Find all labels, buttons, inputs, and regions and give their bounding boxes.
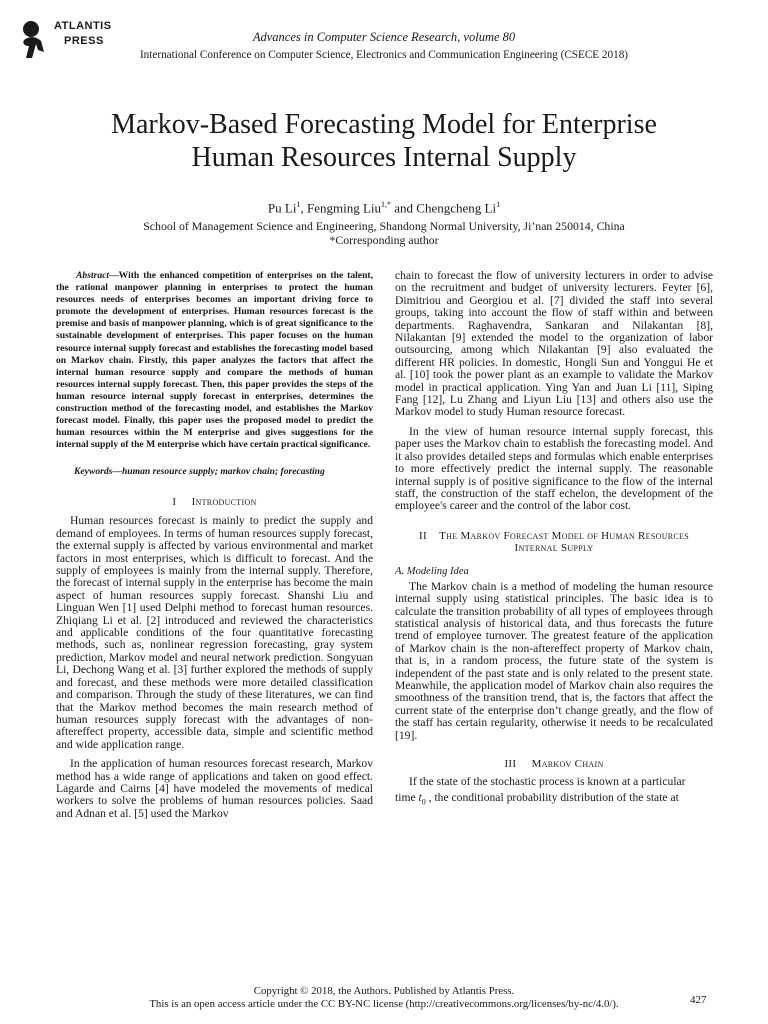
logo-text-atlantis: ATLANTIS <box>54 20 112 32</box>
logo-text-press: PRESS <box>64 35 104 47</box>
section-heading-markov-model <box>395 530 713 554</box>
journal-title: Advances in Computer Science Research, volume 80 <box>252 30 516 44</box>
abstract <box>56 270 373 451</box>
author-2-affil: 1,* <box>381 200 391 209</box>
author-1-affil: 1 <box>296 200 301 209</box>
section-heading-markov-chain <box>395 758 713 770</box>
keywords: Keywords—human resource supply; markov chain; forecasting <box>74 466 325 478</box>
section-number: III <box>504 758 517 770</box>
paragraph: If the state of the stochastic process is known at a particular <box>409 775 686 788</box>
paragraph: In the view of human resource internal supply forecast, this paper uses the Markov chain to establish the forecasting model. And it also provides detailed steps and formulas which enable enterprises to more effectively predict the internal supply. The reasonable internal supply is of positive significance to the flow of the internal staff, the construction of the staff echelon, the development of the employee's career and the control of the labor cost. <box>395 424 713 513</box>
author-2: , Fengming Liu <box>300 200 381 216</box>
math-t: t <box>418 791 422 805</box>
paragraph-continued: chain to forecast the flow of university lecturers in order to advise on the recruitment and budget of university lecturers. Feyter [6], Dimitriou and Georgiou et al. [7] divided the staff into several groups, taking into account the flow of staff within and between departments. Raghavendra, Sankaran and Nilakantan [8], Nilakantan [9] extended the model to the organization of labor outsourcing, among which Nilakantan [9] also evaluated the different HR policies. In domestic, Hongli Sun and Yonggui He et al. [10] took the power plant as an example to validate the Markov model in practical application. Ying Yan and Juan Li [11], Siping Fang [12], Lu Zhang and Liyun Liu [13] and others also use the Markov model to study Human resource forecast. <box>395 269 713 419</box>
paragraph: Human resources forecast is mainly to predict the supply and demand of employees. In terms of human resources supply forecast, the external supply is affected by various environmental and market factors in most enterprises, which is difficult to forecast. And the supply of employees is mainly from the internal supply. Therefore, the forecast of internal supply in the enterprise has become the main aspect of human resources supply forecast. Shanshi Liu and Linguan Wen [1] used Delphi method to forecast human resources. Zhiqiang Li et al. [2] introduced and reviewed the characteristics and applicable conditions of the four quantitative forecasting methods, such as, nonlinear regression forecasting, gray system prediction, Markov model and neural network prediction. Songyuan Li, Dechong Wang et al. [3] further explored the methods of supply and forecast, and these methods were more detailed classification and comparison. Through the study of these literatures, we can find that the Markov method becomes the main research method of human resources supply forecast with the advantages of non-aftereffect property, accessible data, simple and scientific method and wide application range. <box>56 514 373 751</box>
text-run: time <box>395 791 419 805</box>
subsection-heading: A. Modeling Idea <box>395 565 469 577</box>
right-column <box>395 270 713 809</box>
author-3: and Chengcheng Li <box>391 200 497 216</box>
paragraph: In the application of human resources forecast research, Markov method has a wide range of applications and taken on good effect. Lagarde and Cairns [4] have modeled the movements of medical workers to solve the problems of human resources policies. Saad and Adnan et al. [5] used the Markov <box>56 757 373 820</box>
paper-title-line1: Markov-Based Forecasting Model for Enterprise <box>111 109 657 140</box>
affiliation: School of Management Science and Engineering, Shandong Normal University, Ji’nan 250014, China <box>143 219 625 233</box>
left-column <box>56 270 373 820</box>
author-3-affil: 1 <box>496 200 501 209</box>
paper-title <box>0 108 768 174</box>
copyright-line: Copyright © 2018, the Authors. Published by Atlantis Press. <box>253 985 515 997</box>
page-number: 427 <box>690 994 707 1006</box>
section-title: Introduction <box>191 496 257 509</box>
author-1: Pu Li <box>267 200 297 216</box>
paragraph-line <box>395 792 713 809</box>
corresponding-author-note: *Corresponding author <box>329 233 439 247</box>
conference-name: International Conference on Computer Science, Electronics and Communication Engineering (CSECE 2018) <box>139 49 629 61</box>
section-number: II <box>419 529 427 542</box>
text-run: , the conditional probability distribution of the state at <box>425 791 679 805</box>
license-line: This is an open access article under the CC BY-NC license (http://creativecommons.org/licenses/by-nc/4.0/). <box>149 998 619 1010</box>
abstract-text: —With the enhanced competition of enterprises on the talent, the rational manpower planning in enterprises to protect the human resources needs of enterprises becomes an important driving force to promote the development of enterprises. Human resources forecast is the premise and basis of manpower planning, which is of great significance to the sustainable development of enterprises. This paper focuses on the human resource internal supply forecast and establishes the forecasting model based on Markov chain. Firstly, this paper analyzes the factors that affect the internal human resource supply and compare the methods of human resources internal supply forecast. Then, this paper provides the steps of the human resource internal supply forecast in enterprises, determines the construction method of the forecasting model, and establishes the Markov forecast model. Finally, this paper uses the proposed model to predict the human resources within the M enterprise and gives suggestions for the internal supply of the M enterprise which have certain practical significance. <box>56 270 373 451</box>
section-title-line2: Internal Supply <box>514 541 594 554</box>
section-heading-introduction <box>56 496 373 508</box>
section-title: The Markov Forecast Model of Human Resources <box>439 529 689 542</box>
section-title: Markov Chain <box>531 758 604 770</box>
abstract-label: Abstract <box>76 270 110 281</box>
paragraph: The Markov chain is a method of modeling the human resource internal supply using statistical principles. The basic idea is to calculate the transition probability of all types of employees through statistical analysis of historical data, and thus forecasts the future trend of employee turnover. The greatest feature of the application of Markov chain is the non-aftereffect property of Markov chain, that is, in a random process, the future state of the system is independent of the past state and is only related to the present state. Meanwhile, the application model of Markov chain also requires the smoothness of the transition trend, that is, the factors that affect the current state of the enterprise don’t change greatly, and the flow of the staff has certain regularity, otherwise it needs to be recalculated [19]. <box>395 579 713 742</box>
author-list <box>0 200 768 216</box>
math-subscript: 0 <box>421 797 426 807</box>
section-number: I <box>172 496 177 509</box>
paper-title-line2: Human Resources Internal Supply <box>191 142 577 173</box>
